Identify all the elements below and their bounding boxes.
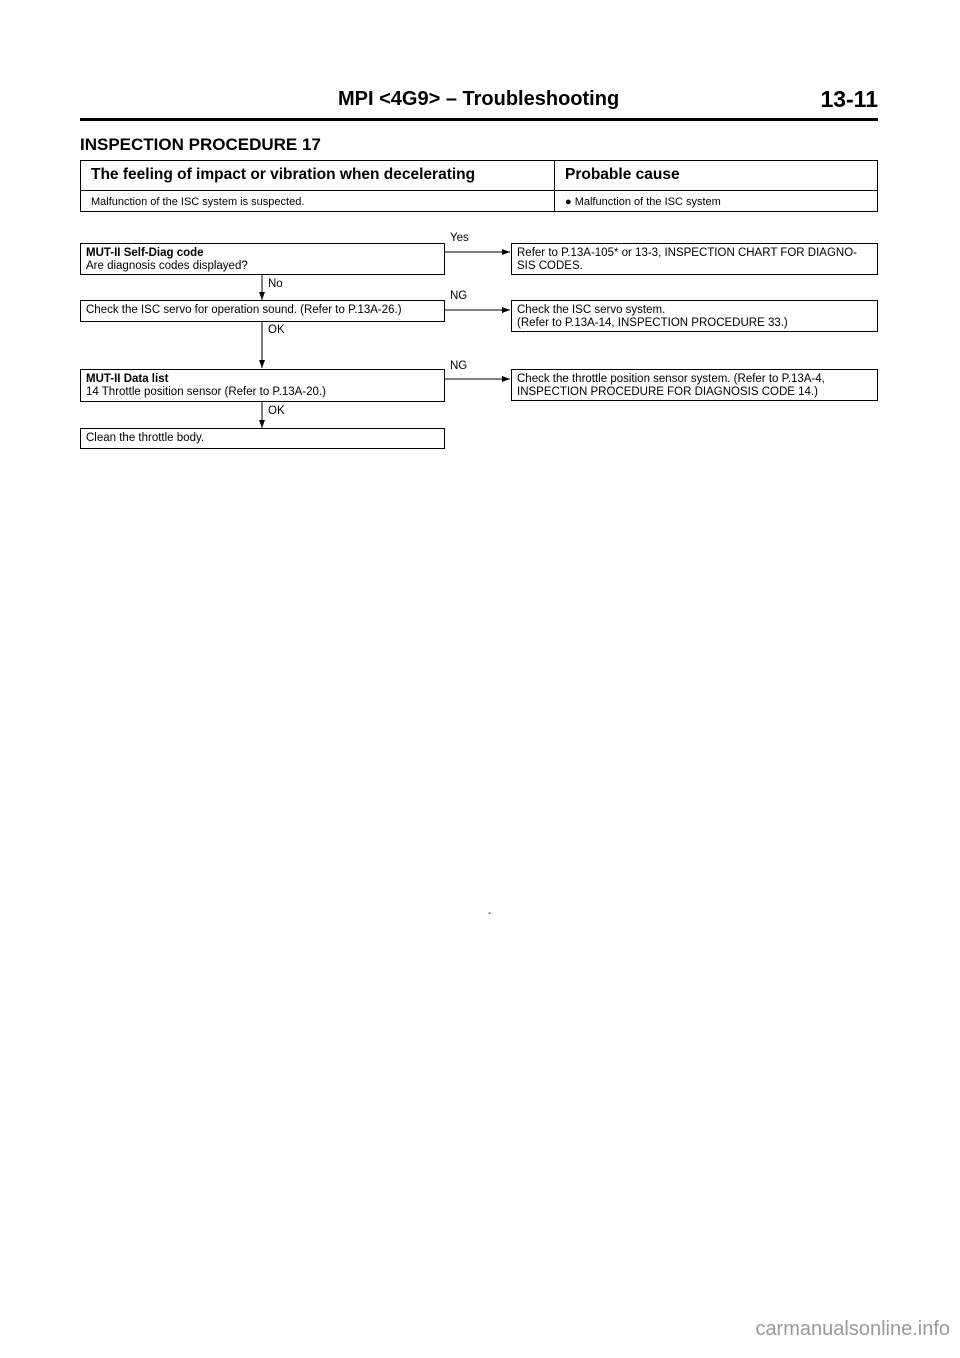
step-isc-servo-sound-box: [80, 300, 445, 322]
result-diag-chart-box: [511, 243, 878, 275]
symptom-header: The feeling of impact or vibration when decelerating: [91, 166, 476, 183]
page-header-title: MPI <4G9> – Troubleshooting: [338, 88, 620, 110]
label-yes: Yes: [450, 232, 469, 244]
result-diag-chart-line2: SIS CODES.: [517, 260, 583, 272]
result-isc-servo-box: [511, 300, 878, 332]
result-tps-line1: Check the throttle position sensor system. (Refer to P.13A-4,: [517, 373, 825, 385]
result-isc-servo-line1: Check the ISC servo system.: [517, 304, 666, 316]
procedure-title: INSPECTION PROCEDURE 17: [80, 135, 321, 154]
symptom-text: Malfunction of the ISC system is suspected.: [91, 196, 305, 208]
step-self-diag-text: Are diagnosis codes displayed?: [86, 260, 248, 272]
label-ok-1: OK: [268, 324, 285, 336]
label-no: No: [268, 278, 283, 290]
result-isc-servo-line2: (Refer to P.13A-14, INSPECTION PROCEDURE 33.): [517, 317, 788, 329]
step-self-diag-box: [80, 243, 445, 275]
stray-mark: -: [488, 908, 492, 919]
step-data-list-title: MUT-II Data list: [86, 373, 169, 385]
step-data-list-box: [80, 369, 445, 402]
label-ng-2: NG: [450, 360, 468, 372]
step-self-diag-title: MUT-II Self-Diag code: [86, 247, 204, 259]
step-isc-servo-sound-text: Check the ISC servo for operation sound. (Refer to P.13A-26.): [86, 304, 402, 316]
result-diag-chart-line1: Refer to P.13A-105* or 13-3, INSPECTION CHART FOR DIAGNO-: [517, 247, 857, 259]
result-tps-line2: INSPECTION PROCEDURE FOR DIAGNOSIS CODE 14.): [517, 386, 818, 398]
cause-text: ● Malfunction of the ISC system: [565, 196, 721, 208]
step-clean-throttle-box: [80, 428, 445, 449]
label-ng-1: NG: [450, 290, 468, 302]
label-ok-2: OK: [268, 405, 285, 417]
result-tps-box: [511, 369, 878, 401]
cause-header: Probable cause: [565, 166, 680, 183]
page-number: 13-11: [820, 86, 878, 112]
watermark: carmanualsonline.info: [755, 1318, 950, 1340]
step-data-list-text: 14 Throttle position sensor (Refer to P.13A-20.): [86, 386, 326, 398]
step-clean-throttle-text: Clean the throttle body.: [86, 432, 205, 444]
